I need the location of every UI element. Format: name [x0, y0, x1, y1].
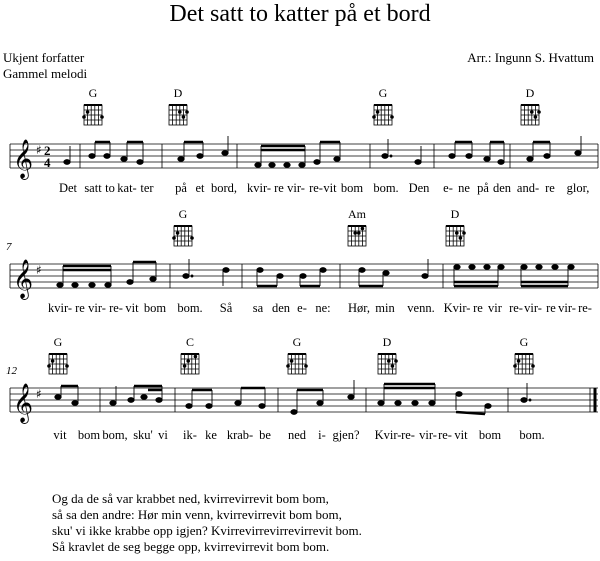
fretboard-icon [179, 349, 201, 377]
lyric-syllable: vit [53, 428, 67, 442]
lyric-syllable: re- [309, 181, 323, 195]
author-credit: Ukjent forfatter [3, 50, 85, 65]
chord-diagram [282, 335, 312, 382]
chord-diagram [372, 335, 402, 382]
lyric-syllable: vir- [88, 301, 106, 315]
time-sig-bottom: 4 [44, 155, 51, 170]
treble-clef-icon: 𝄞 [13, 259, 34, 299]
lyric-syllable: vir [488, 301, 502, 315]
lyric-syllable: re- [401, 428, 415, 442]
chord-name: G [178, 207, 188, 221]
chord-name: G [292, 335, 302, 349]
lyric-syllable: bord, [210, 181, 238, 195]
svg-text:♯: ♯ [36, 143, 42, 157]
chord-diagram [163, 86, 193, 133]
lyric-syllable: re [274, 181, 284, 195]
lyric-syllable: den [271, 301, 291, 315]
lyric-syllable: bom. [177, 301, 203, 315]
lyric-syllable: e- [297, 301, 307, 315]
chord-name: G [519, 335, 529, 349]
lyric-syllable: ik- [183, 428, 197, 442]
fretboard-icon [172, 221, 194, 249]
svg-text:♯: ♯ [36, 263, 42, 277]
lyric-syllable: Kvir- [374, 428, 402, 442]
chord-diagram [509, 335, 539, 382]
chord-name: D [382, 335, 392, 349]
fretboard-icon [82, 100, 104, 128]
lyric-syllable: re [545, 181, 555, 195]
lyrics-line-3 [0, 428, 600, 448]
chord-diagram [342, 207, 372, 254]
lyric-syllable: be [259, 428, 271, 442]
chord-diagram [43, 335, 73, 382]
lyric-syllable: and- [516, 181, 540, 195]
lyric-syllable: vit [125, 301, 139, 315]
lyric-syllable: sa [252, 301, 264, 315]
lyric-syllable: på [175, 181, 187, 195]
lyric-syllable: på [477, 181, 489, 195]
lyric-syllable: Det [58, 181, 78, 195]
lyric-syllable: gjen? [332, 428, 360, 442]
fretboard-icon [372, 100, 394, 128]
lyric-syllable: vir- [419, 428, 437, 442]
lyric-syllable: ter [140, 181, 154, 195]
lyric-syllable: min [375, 301, 395, 315]
lyric-syllable: bom [143, 301, 167, 315]
chord-diagram [175, 335, 205, 382]
chord-name: C [185, 335, 194, 349]
fretboard-icon [286, 349, 308, 377]
chord-name: G [378, 86, 388, 100]
lyric-syllable: ne: [315, 301, 331, 315]
notes-system-2 [57, 259, 574, 287]
fretboard-icon [47, 349, 69, 377]
lyric-syllable: vi [158, 428, 168, 442]
lyric-syllable: re [473, 301, 483, 315]
lyric-syllable: kvir- [47, 301, 73, 315]
lyric-syllable: glor, [566, 181, 590, 195]
chord-diagram [168, 207, 198, 254]
lyric-syllable: krab- [226, 428, 254, 442]
chord-name: D [450, 207, 460, 221]
lyric-syllable: to [105, 181, 115, 195]
lyric-syllable: Så [219, 301, 233, 315]
time-sig-top: 2 [44, 143, 51, 158]
song-title: Det satt to katter på et bord [169, 1, 431, 27]
notes-system-1 [64, 136, 581, 167]
chord-diagram [368, 86, 398, 133]
fretboard-icon [376, 349, 398, 377]
lyric-syllable: i- [318, 428, 326, 442]
svg-text:♯: ♯ [36, 387, 42, 401]
treble-clef-icon: 𝄞 [13, 139, 34, 179]
verse-line: sku' vi ikke krabbe opp igjen? Kvirrevirrevirrevirrevit bom. [52, 523, 362, 538]
lyric-syllable: re- [509, 301, 523, 315]
treble-clef-icon: 𝄞 [13, 383, 34, 423]
lyric-syllable: ne [458, 181, 470, 195]
chord-diagram [78, 86, 108, 133]
lyric-syllable: vir- [524, 301, 542, 315]
lyric-syllable: vit [454, 428, 468, 442]
lyric-syllable: sku' [133, 428, 153, 442]
chord-diagram [440, 207, 470, 254]
lyric-syllable: venn. [407, 301, 435, 315]
lyric-syllable: bom. [519, 428, 545, 442]
lyric-syllable: kat- [117, 181, 137, 195]
chord-name: D [173, 86, 183, 100]
lyric-syllable: ke [205, 428, 217, 442]
lyric-syllable: bom, [102, 428, 128, 442]
measure-number-7: 7 [6, 241, 12, 253]
lyric-syllable: vit [323, 181, 337, 195]
verse-line: så sa den andre: Hør min venn, kvirrevirrevit bom bom, [52, 507, 342, 522]
chord-diagram [515, 86, 545, 133]
lyric-syllable: re- [438, 428, 452, 442]
lyric-syllable: vir- [558, 301, 576, 315]
additional-verse [52, 491, 362, 555]
chord-name: G [53, 335, 63, 349]
lyric-syllable: bom [77, 428, 101, 442]
chord-name: G [88, 86, 98, 100]
lyric-syllable: Hør, [347, 301, 371, 315]
melody-credit: Gammel melodi [3, 66, 88, 81]
lyric-syllable: bom [340, 181, 364, 195]
staff-system-3 [0, 374, 600, 434]
lyric-syllable: e- [443, 181, 453, 195]
lyric-syllable: re- [109, 301, 123, 315]
lyrics-line-2 [0, 301, 600, 321]
measure-number-12: 12 [6, 365, 17, 377]
fretboard-icon [167, 100, 189, 128]
verse-line: Så kravlet de seg begge opp, kvirrevirrevit bom bom. [52, 539, 330, 554]
lyric-syllable: den [492, 181, 512, 195]
lyric-syllable: et [195, 181, 205, 195]
lyric-syllable: re [546, 301, 556, 315]
lyric-syllable: re [75, 301, 85, 315]
fretboard-icon [444, 221, 466, 249]
lyric-syllable: ned [287, 428, 307, 442]
arranger-credit: Arr.: Ingunn S. Hvattum [467, 50, 594, 65]
notes-system-3 [55, 380, 531, 414]
lyric-syllable: satt [84, 181, 102, 195]
lyric-syllable: Den [408, 181, 430, 195]
fretboard-icon [519, 100, 541, 128]
verse-line: Og da de så var krabbet ned, kvirrevirrevit bom bom, [52, 491, 329, 506]
lyric-syllable: bom. [373, 181, 399, 195]
chord-name: Am [348, 207, 366, 221]
lyric-syllable: Kvir- [443, 301, 471, 315]
chord-name: D [525, 86, 535, 100]
lyric-syllable: kvir- [246, 181, 272, 195]
lyrics-line-1 [0, 181, 600, 201]
fretboard-icon [346, 221, 368, 249]
fretboard-icon [513, 349, 535, 377]
lyric-syllable: vir- [287, 181, 305, 195]
lyric-syllable: bom [478, 428, 502, 442]
lyric-syllable: re- [578, 301, 592, 315]
